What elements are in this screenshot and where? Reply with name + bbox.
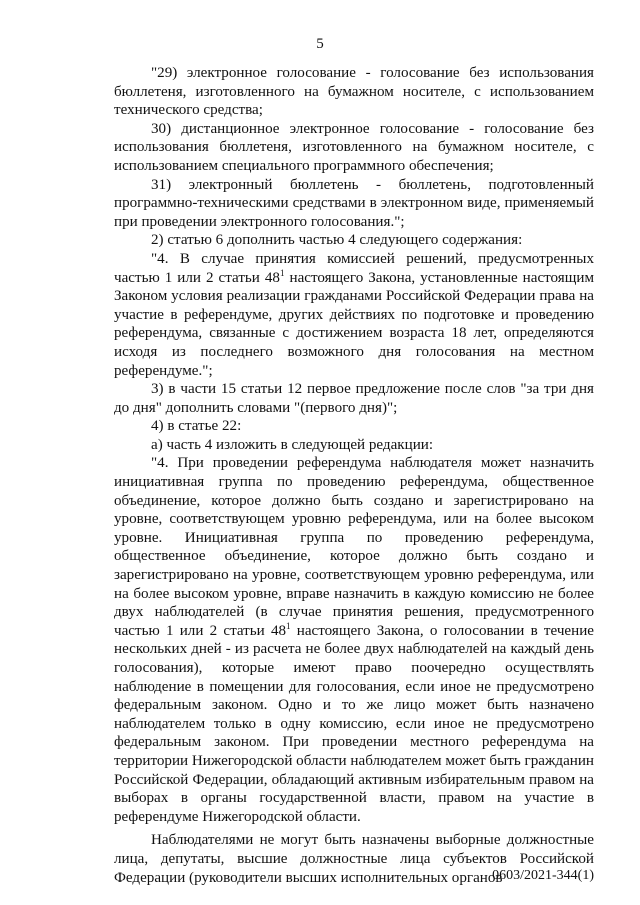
page-number: 5 <box>316 36 324 52</box>
paragraph-article-22-part-4 <box>114 454 594 826</box>
paragraph-observers-restrictions: Наблюдателями не могут быть назначены выборные должностные лица, депутаты, высшие должностные лица субъектов Российской Федерации (руководители высших исполнительных органов <box>114 832 594 886</box>
article-22-text-end: настоящего Закона, о голосовании в течение нескольких дней - из расчета не более двух наблюдателей на каждый день голосования), которые имеют право поочередно осуществлять наблюдение в помещении для голосования, если иное не предусмотрено федеральным законом. Одно и то же лицо может быть назначено наблюдателем только в одну комиссию, если иное не предусмотрено федеральным законом. При проведении местного референдума на территории Нижегородской области наблюдателем может быть гражданин Российской Федерации, обладающий активным избирательным правом на выборах в органы государственной власти, правом на участие в референдуме Нижегородской области. <box>114 622 594 825</box>
article-6-text-end: настоящего Закона, установленные настоящим Законом условия реализации гражданами Российской Федерации права на участие в референдуме, других действиях по подготовке и проведению референдума, связанные с достижением возраста 18 лет, определяются исходя из последнего возможного дня голосования на местном референдуме."; <box>114 269 595 379</box>
article-6-superscript: 1 <box>279 267 285 278</box>
document-body <box>114 64 594 887</box>
paragraph-item-31: 31) электронный бюллетень - бюллетень, подготовленный программно-техническими средствами в электронном виде, применяемый при проведении электронного голосования."; <box>114 176 594 230</box>
article-22-text-start: "4. При проведении референдума наблюдателя может назначить инициативная группа по проведению референдума, общественное объединение, которое должно быть создано и зарегистрировано на уровне, соответствующем уровню референдума, или на более высоком уровне. Инициативная группа по проведению референдума, общественное объединение, которое должно быть создано и зарегистрировано на уровне, соответствующем уровню референдума, или на более высоком уровне, вправе назначить в каждую комиссию не более двух наблюдателей (в случае принятия решения, предусмотренного частью 1 или 2 статьи 48 <box>114 455 594 639</box>
paragraph-amend-article-12: 3) в части 15 статьи 12 первое предложение после слов "за три дня до дня" дополнить словами "(первого дня)"; <box>114 381 594 416</box>
paragraph-item-30: 30) дистанционное электронное голосование - голосование без использования бюллетеня, изготовленного на бумажном носителе, с использованием специального программного обеспечения; <box>114 120 594 174</box>
article-22-superscript: 1 <box>286 620 291 631</box>
paragraph-article-6-part-4 <box>114 250 594 380</box>
document-code: 0603/2021-344(1) <box>492 868 594 883</box>
paragraph-item-29: "29) электронное голосование - голосование без использования бюллетеня, изготовленного на бумажном носителе, с использованием технического средства; <box>114 65 594 119</box>
paragraph-part-4-new-edition: а) часть 4 изложить в следующей редакции: <box>151 436 434 453</box>
paragraph-amend-article-6: 2) статью 6 дополнить частью 4 следующего содержания: <box>151 232 523 249</box>
paragraph-amend-article-22: 4) в статье 22: <box>151 418 242 435</box>
article-6-text-start: "4. В случае принятия комиссией решений, предусмотренных частью 1 или 2 статьи 48 <box>114 250 594 286</box>
